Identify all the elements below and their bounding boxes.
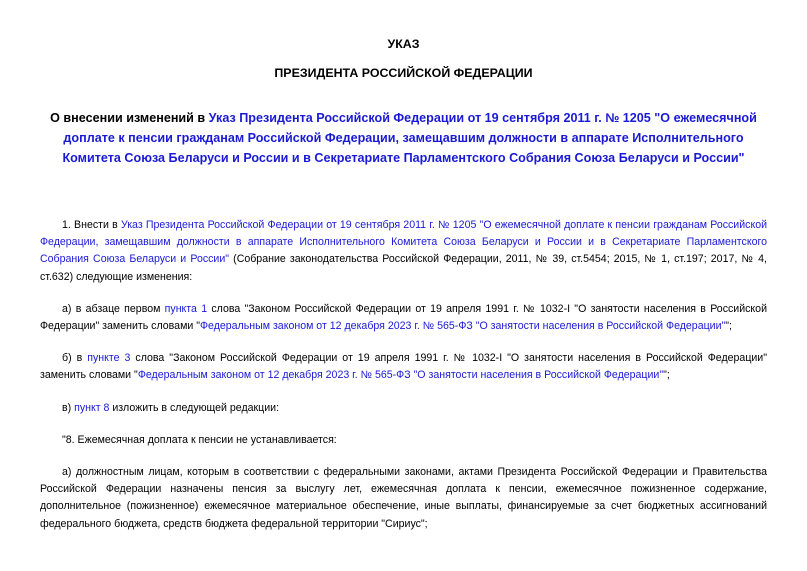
pa-point-link[interactable]: пункта 1 <box>164 302 208 315</box>
pb-point-link[interactable]: пункте 3 <box>87 352 131 365</box>
decree-heading: УКАЗ <box>387 37 420 51</box>
paragraph-v <box>40 400 767 417</box>
pb-suffix: "; <box>663 369 670 382</box>
paragraph-b <box>40 350 767 384</box>
title-prefix: О внесении изменений в <box>50 111 209 125</box>
pa-prefix: а) в абзаце первом <box>62 302 165 315</box>
pa-middle: слова "Законом Российской Федерации от 19 апреля 1991 г. № 1032-I "О занятости населения в Российской Федерации" заменить словами " <box>40 302 767 333</box>
p1-prefix: 1. Внести в <box>62 219 121 231</box>
document-title <box>44 108 763 168</box>
paragraph-a <box>40 301 767 335</box>
pv-suffix: изложить в следующей редакции: <box>109 401 280 414</box>
authority-heading: ПРЕЗИДЕНТА РОССИЙСКОЙ ФЕДЕРАЦИИ <box>274 66 533 80</box>
document-body <box>40 217 767 533</box>
pv-point-link[interactable]: пункт 8 <box>74 401 110 414</box>
pb-prefix: б) в <box>62 352 88 365</box>
p1-suffix: (Собрание законодательства Российской Федерации, 2011, № 39, ст.5454; 2015, № 1, ст.197; 2017, № 4, ст.632) следующие изменения: <box>40 253 767 283</box>
p1-decree-link[interactable]: Указ Президента Российской Федерации от 19 сентября 2011 г. № 1205 "О ежемесячной доплате к пенсии гражданам Российской Федерации, замещавшим должности в аппарате Исполнительного Комитета Союза Беларуси и России и в Секретариате Парламентского Собрания Союза Беларуси и России" <box>40 219 768 266</box>
pa-suffix: "; <box>725 320 732 333</box>
paragraph-1 <box>40 217 767 286</box>
pb-middle: слова "Законом Российской Федерации от 19 апреля 1991 г. № 1032-I "О занятости населения в Российской Федерации" заменить словами " <box>40 352 767 382</box>
paragraph-8a: а) должностным лицам, которым в соответствии с федеральными законами, актами Президента Российской Федерации и Правительства Российской Федерации назначены пенсия за выслугу лет, ежемесячная доплата к пенсии, ежемесячное пожизненное содержание, дополнительное (пожизненное) ежемесячное материальное обеспечение, иные выплаты, финансируемые за счет бюджетных ассигнований федерального бюджета, средств бюджета федеральной территории "Сириус"; <box>40 466 767 530</box>
pv-prefix: в) <box>62 401 75 414</box>
title-decree-link[interactable]: Указ Президента Российской Федерации от 19 сентября 2011 г. № 1205 "О ежемесячной доплате к пенсии гражданам Российской Федерации, замещавшим должности в аппарате Исполнительного Комитета Союза Беларуси и России и в Секретариате Парламентского Собрания Союза Беларуси и России" <box>62 111 757 165</box>
paragraph-8: "8. Ежемесячная доплата к пенсии не устанавливается: <box>62 433 337 446</box>
pa-law-link[interactable]: Федеральным законом от 12 декабря 2023 г. № 565-ФЗ "О занятости населения в Российской Федерации" <box>199 320 726 333</box>
pb-law-link[interactable]: Федеральным законом от 12 декабря 2023 г. № 565-ФЗ "О занятости населения в Российской Федерации" <box>137 369 664 382</box>
